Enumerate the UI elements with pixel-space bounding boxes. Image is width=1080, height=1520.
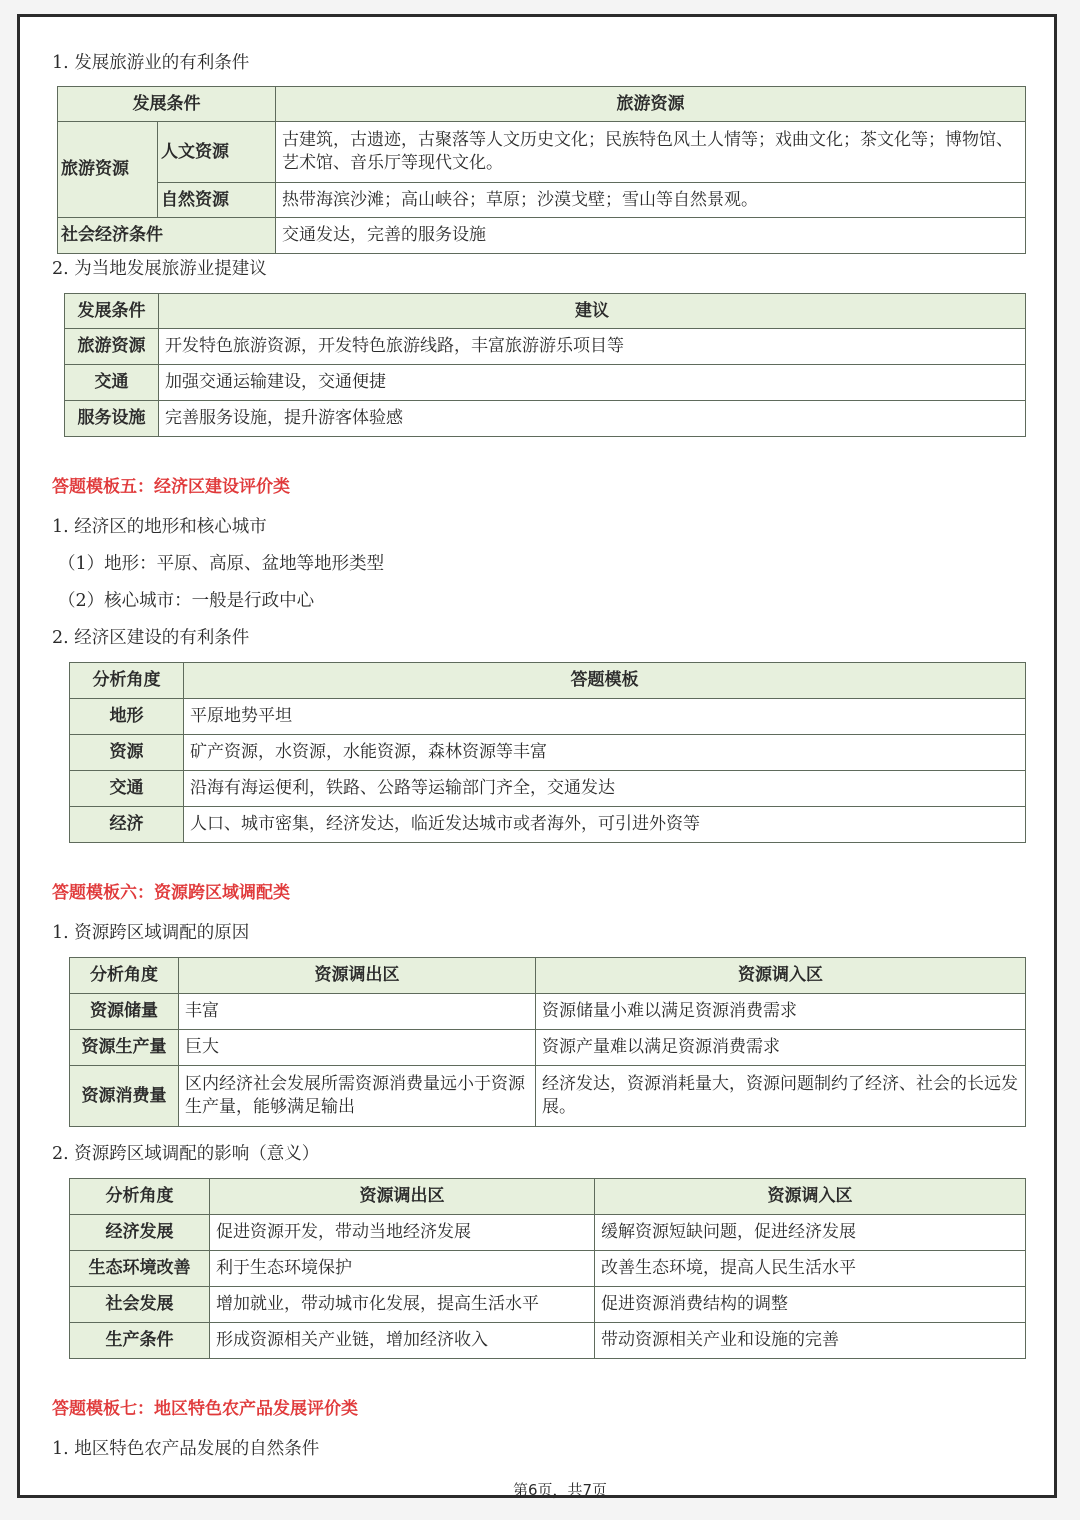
section5-point-1a: （1）地形：平原、高原、盆地等地形类型 [58,554,385,574]
table-header: 资源调出区 [179,958,536,994]
page-number: 第6页，共7页 [512,1481,608,1499]
table-cell: 资源产量难以满足资源消费需求 [536,1030,1026,1066]
table-cell: 沿海有海运便利，铁路、公路等运输部门齐全，交通发达 [184,771,1026,807]
table-cell: 古建筑，古遗迹，古聚落等人文历史文化；民族特色风土人情等；戏曲文化；茶文化等；博物馆、艺术馆、音乐厅等现代文化。 [276,122,1026,183]
table-header: 资源调入区 [536,958,1026,994]
section6-point-2: 2. 资源跨区域调配的影响（意义） [52,1144,320,1164]
table-cell: 巨大 [179,1030,536,1066]
row-label: 交通 [70,771,184,807]
table-cell: 矿产资源，水资源，水能资源，森林资源等丰富 [184,735,1026,771]
table-header: 答题模板 [184,663,1026,699]
table-cell: 加强交通运输建设，交通便捷 [159,365,1026,401]
row-label: 自然资源 [158,183,276,218]
table-header: 分析角度 [70,663,184,699]
table-cell: 增加就业，带动城市化发展，提高生活水平 [210,1287,595,1323]
row-label: 地形 [70,699,184,735]
table-header: 旅游资源 [276,87,1026,122]
table-cell: 利于生态环境保护 [210,1251,595,1287]
section5-heading: 答题模板五：经济区建设评价类 [52,477,290,497]
row-label: 社会发展 [70,1287,210,1323]
resource-transfer-cause-table [69,957,1026,1127]
economic-zone-table [69,662,1026,843]
table-header: 发展条件 [58,87,276,122]
table-cell: 平原地势平坦 [184,699,1026,735]
table-cell: 经济发达，资源消耗量大，资源问题制约了经济、社会的长远发展。 [536,1066,1026,1127]
section5-point-1b: （2）核心城市：一般是行政中心 [58,591,315,611]
table-cell: 促进资源开发，带动当地经济发展 [210,1215,595,1251]
row-label: 资源生产量 [70,1030,179,1066]
row-label: 资源 [70,735,184,771]
section6-heading: 答题模板六：资源跨区域调配类 [52,883,290,903]
table-cell: 区内经济社会发展所需资源消费量远小于资源生产量，能够满足输出 [179,1066,536,1127]
row-label: 旅游资源 [65,329,159,365]
table-cell: 缓解资源短缺问题，促进经济发展 [595,1215,1026,1251]
table-header: 发展条件 [65,294,159,329]
row-label: 人文资源 [158,122,276,183]
table-header: 建议 [159,294,1026,329]
row-label: 生态环境改善 [70,1251,210,1287]
table-header: 分析角度 [70,1179,210,1215]
section7-heading: 答题模板七：地区特色农产品发展评价类 [52,1399,358,1419]
table-cell: 改善生态环境，提高人民生活水平 [595,1251,1026,1287]
row-label: 交通 [65,365,159,401]
section6-point-1: 1. 资源跨区域调配的原因 [52,923,250,943]
table-header: 资源调出区 [210,1179,595,1215]
row-label: 服务设施 [65,401,159,437]
table-cell: 开发特色旅游资源，开发特色旅游线路，丰富旅游游乐项目等 [159,329,1026,365]
table-cell: 资源储量小难以满足资源消费需求 [536,994,1026,1030]
table-cell: 带动资源相关产业和设施的完善 [595,1323,1026,1359]
section5-point-1: 1. 经济区的地形和核心城市 [52,517,267,537]
table-header: 资源调入区 [595,1179,1026,1215]
table-header: 分析角度 [70,958,179,994]
intro-title-2: 2. 为当地发展旅游业提建议 [52,259,267,279]
row-label: 生产条件 [70,1323,210,1359]
section7-point-1: 1. 地区特色农产品发展的自然条件 [52,1439,320,1459]
resource-transfer-impact-table [69,1178,1026,1359]
table-cell: 热带海滨沙滩；高山峡谷；草原；沙漠戈壁；雪山等自然景观。 [276,183,1026,218]
row-label: 经济 [70,807,184,843]
section5-point-2: 2. 经济区建设的有利条件 [52,628,250,648]
tourism-suggestion-table [64,293,1026,437]
table-cell: 交通发达，完善的服务设施 [276,218,1026,254]
row-group-label: 旅游资源 [58,122,158,218]
table-cell: 形成资源相关产业链，增加经济收入 [210,1323,595,1359]
table-cell: 人口、城市密集，经济发达，临近发达城市或者海外，可引进外资等 [184,807,1026,843]
table-cell: 完善服务设施，提升游客体验感 [159,401,1026,437]
document-page [17,14,1057,1498]
tourism-conditions-table [57,86,1026,254]
intro-title-1: 1. 发展旅游业的有利条件 [52,53,250,73]
row-label: 资源储量 [70,994,179,1030]
row-label: 经济发展 [70,1215,210,1251]
table-cell: 促进资源消费结构的调整 [595,1287,1026,1323]
row-label: 资源消费量 [70,1066,179,1127]
row-label: 社会经济条件 [58,218,276,254]
table-cell: 丰富 [179,994,536,1030]
